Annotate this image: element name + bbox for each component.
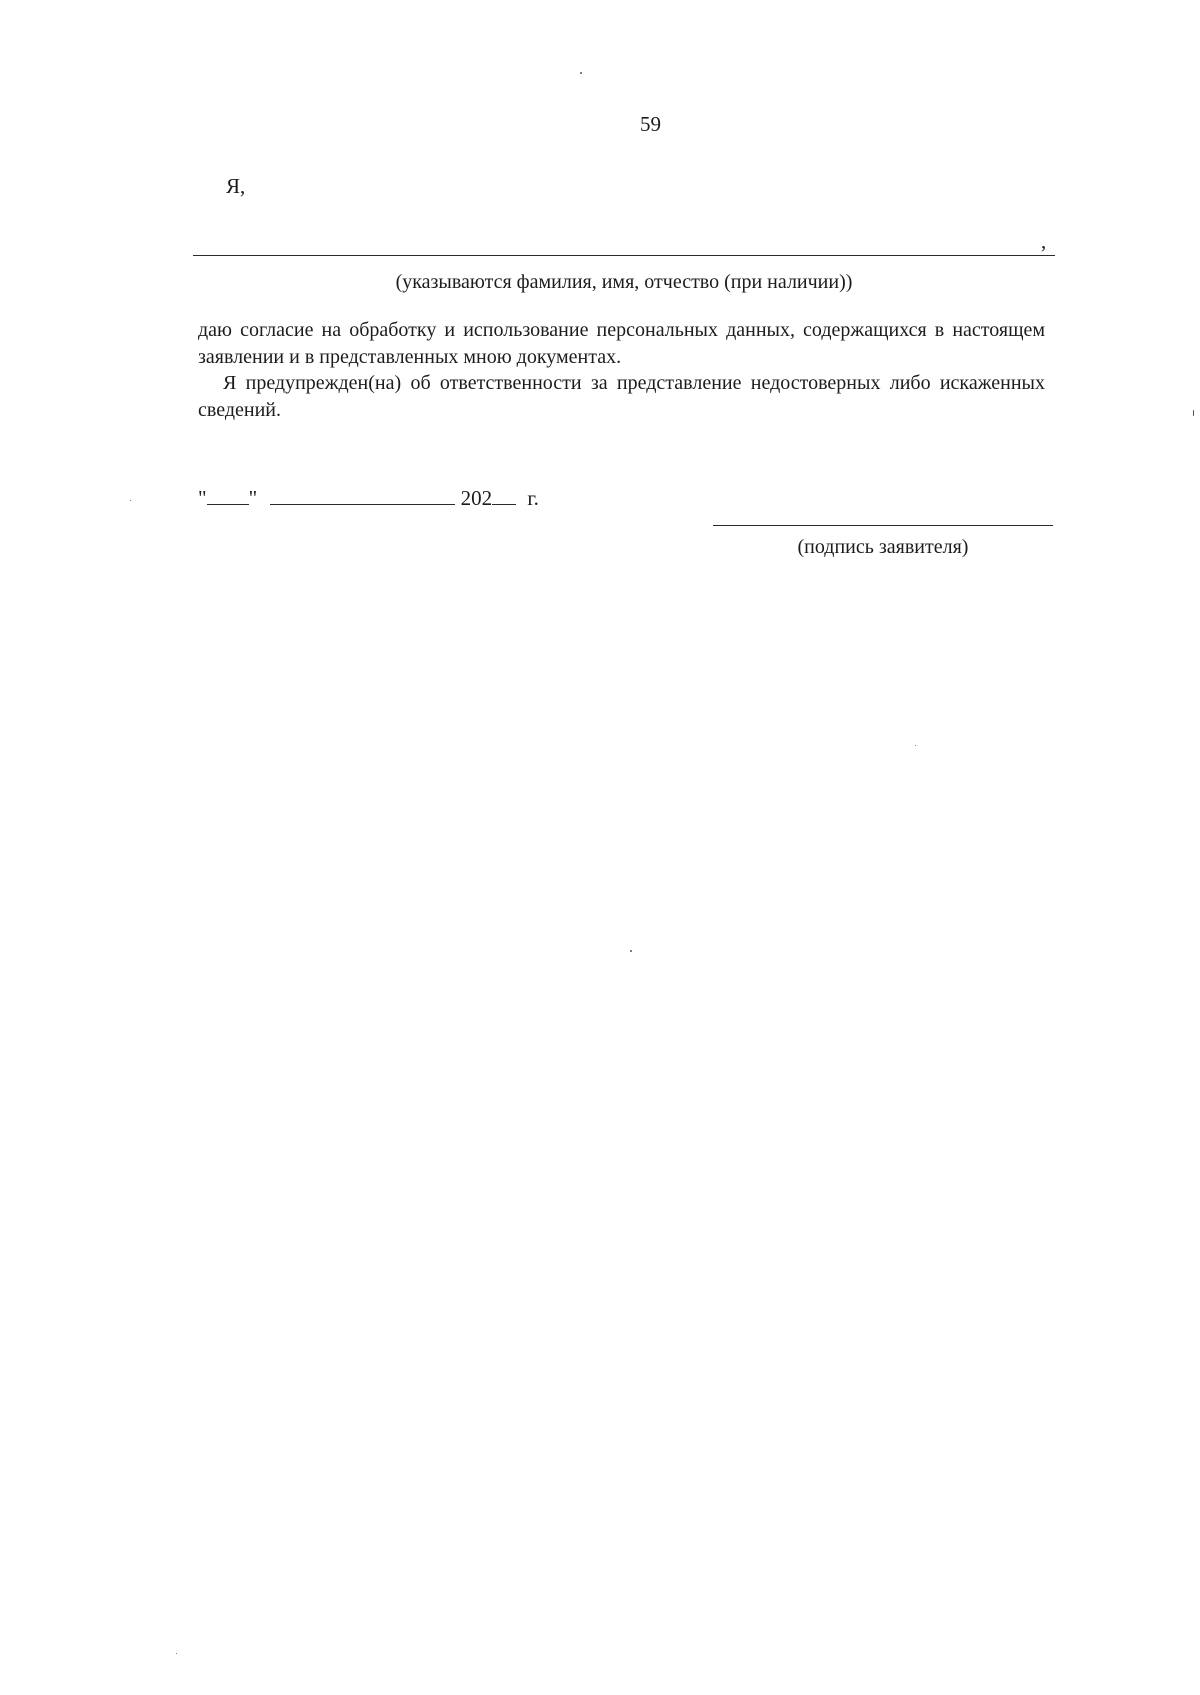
intro-text: Я, <box>226 174 246 198</box>
name-trailing-comma: , <box>1041 229 1047 253</box>
warning-paragraph: Я предупрежден(на) об ответственности за представление недостоверных либо искаженных сведений. <box>198 372 1045 421</box>
signature-caption: (подпись заявителя) <box>797 536 969 558</box>
year-unit: г. <box>527 486 539 510</box>
date-open-quote: " <box>198 486 207 510</box>
scan-speck <box>915 745 916 746</box>
scan-speck <box>580 72 582 74</box>
day-field[interactable] <box>207 486 249 505</box>
date-close-quote: " <box>248 486 258 510</box>
page-number: 59 <box>640 112 661 136</box>
month-field[interactable] <box>270 486 455 505</box>
scan-speck <box>630 950 632 952</box>
consent-paragraph: даю согласие на обработку и использование персональных данных, содержащихся в настоящем заявлении и в представленных мною документах. <box>198 319 1045 368</box>
scan-speck <box>176 1653 177 1654</box>
full-name-field[interactable] <box>193 255 1055 256</box>
full-name-caption: (указываются фамилия, имя, отчество (при наличии)) <box>395 271 853 293</box>
date-field <box>198 486 539 511</box>
scan-speck <box>130 500 131 501</box>
year-suffix-field[interactable] <box>492 486 516 505</box>
year-prefix: 202 <box>460 486 493 510</box>
scan-speck <box>1193 410 1194 416</box>
signature-field[interactable] <box>713 525 1053 526</box>
